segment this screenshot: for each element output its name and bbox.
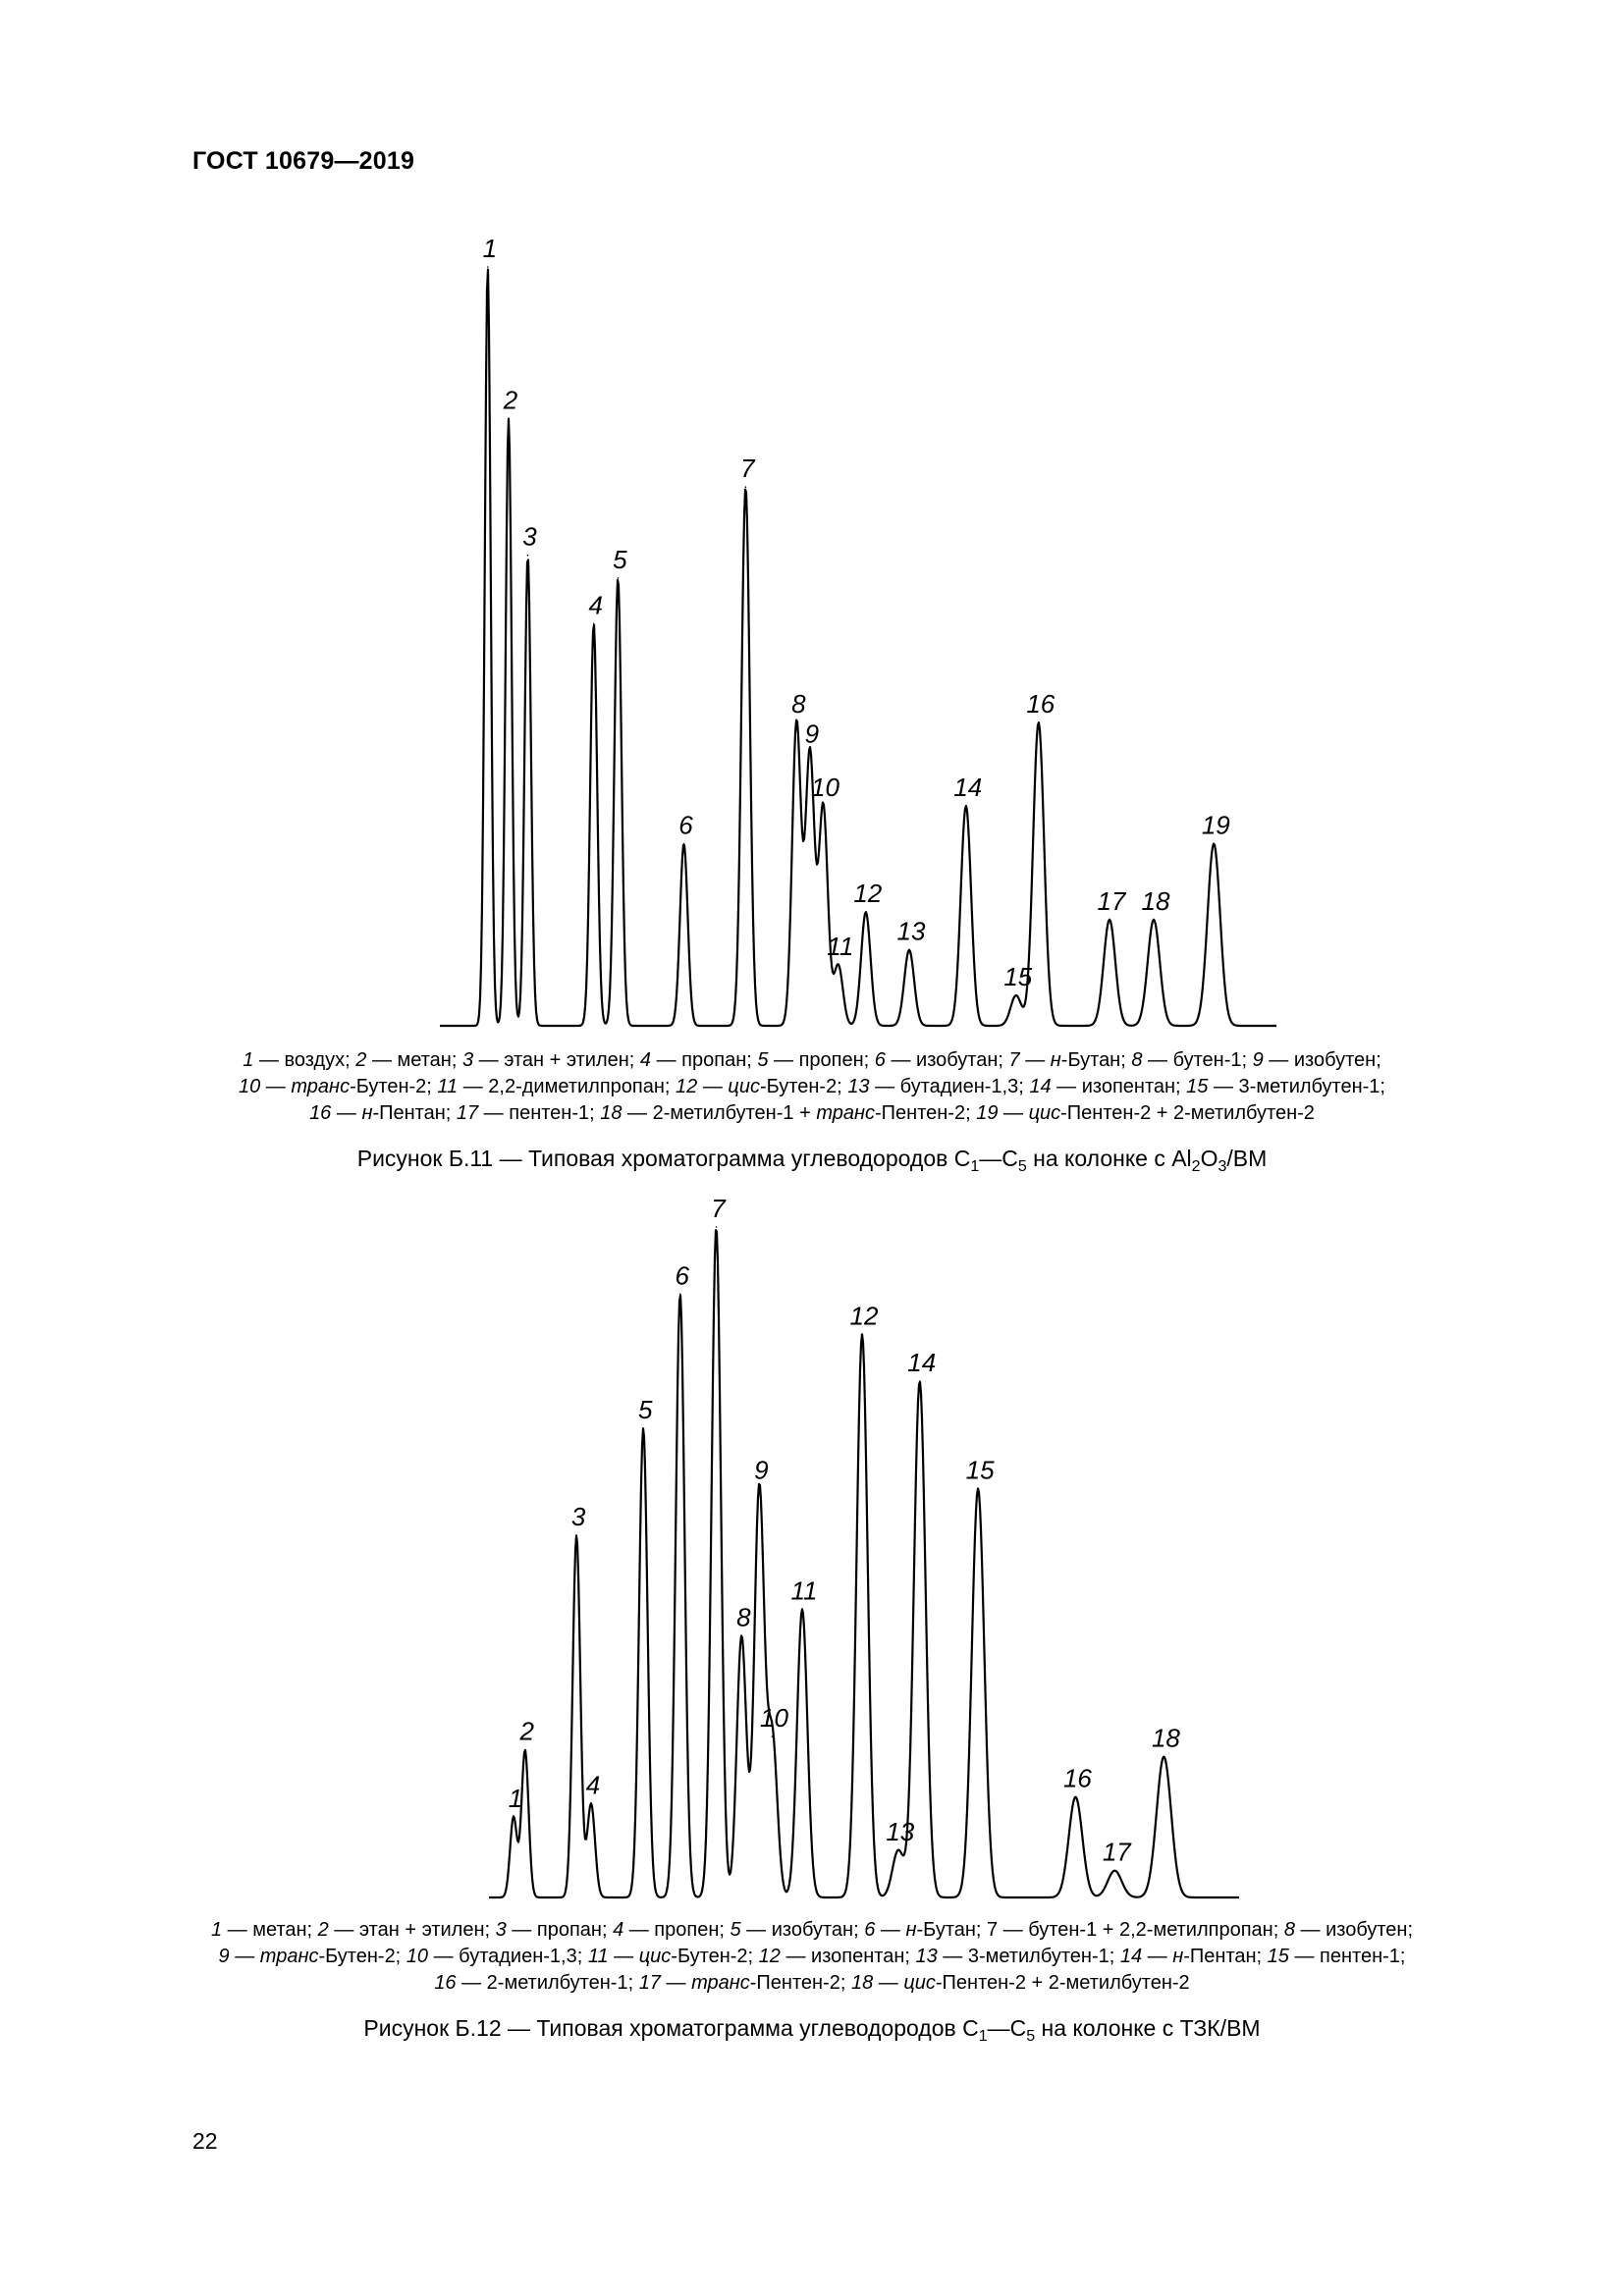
peak-label-16: 16 (1062, 1763, 1092, 1793)
text-run: н (1172, 1946, 1184, 1967)
peak-apex-5 (618, 577, 620, 579)
text-run: — (229, 1946, 260, 1967)
text-run: — изобутан; (885, 1049, 1009, 1071)
text-run: 11 (587, 1946, 609, 1967)
text-run: —С (979, 1146, 1018, 1171)
subscript: 3 (1218, 1158, 1227, 1175)
peak-label-5: 5 (613, 544, 627, 574)
text-run: 6 (874, 1049, 886, 1071)
text-run: — (875, 1919, 906, 1941)
peak-apex-12 (865, 911, 867, 913)
legend-line (147, 1047, 1477, 1074)
text-run: — (1142, 1946, 1173, 1967)
peak-label-15: 15 (1003, 962, 1033, 992)
peak-apex-7 (745, 486, 747, 488)
peak-label-9: 9 (754, 1455, 769, 1485)
peak-label-14: 14 (907, 1348, 937, 1378)
peak-apex-8 (796, 721, 798, 723)
peak-apex-18 (1153, 919, 1155, 921)
text-run: -Бутен-2; (759, 1076, 848, 1097)
peak-apex-9 (809, 752, 811, 754)
subscript: 1 (970, 1158, 980, 1175)
peak-label-3: 3 (522, 521, 537, 552)
text-run: 18 (850, 1972, 874, 1994)
peak-apex-19 (1214, 843, 1216, 845)
peak-label-4: 4 (588, 590, 603, 620)
text-run: — изопентан; (780, 1946, 916, 1967)
text-run: — пропен; (768, 1049, 875, 1071)
peak-label-3: 3 (570, 1502, 586, 1532)
peak-apex-2 (508, 418, 510, 420)
text-run: 17 (638, 1972, 661, 1994)
document-header: ГОСТ 10679—2019 (192, 147, 415, 175)
peak-label-10: 10 (811, 772, 839, 802)
peak-apex-18 (1164, 1756, 1165, 1758)
peak-label-17: 17 (1097, 885, 1126, 916)
text-run: 8 (1283, 1919, 1295, 1941)
text-run: 15 (1267, 1946, 1289, 1967)
subscript: 2 (1191, 1158, 1201, 1175)
text-run: — пропан; (651, 1049, 758, 1071)
text-run: 16 (434, 1972, 457, 1994)
peak-apex-3 (527, 555, 529, 557)
text-run: — (660, 1972, 692, 1994)
text-run: 3 (461, 1049, 474, 1071)
text-run: — (697, 1076, 729, 1097)
text-run: 1 (243, 1049, 254, 1071)
text-run: — изопентан; (1051, 1076, 1187, 1097)
text-run: 5 (730, 1919, 741, 1941)
text-run: -Бутан; (1060, 1049, 1132, 1071)
figure-legend-b12 (147, 1917, 1477, 1997)
text-run: 7 (1008, 1049, 1020, 1071)
text-run: — пентен-1; (478, 1102, 601, 1124)
text-run: цис (728, 1076, 760, 1097)
chromatogram-al2o3 (0, 216, 1624, 1041)
peak-label-13: 13 (896, 916, 926, 946)
peak-label-6: 6 (675, 1260, 689, 1291)
peak-apex-16 (1038, 721, 1040, 723)
text-run: 2 (317, 1919, 329, 1941)
peak-label-7: 7 (740, 454, 755, 484)
peak-apex-4 (593, 623, 595, 625)
text-run: -Бутен-2; (350, 1076, 438, 1097)
peak-apex-5 (642, 1427, 644, 1429)
text-run: 19 (976, 1102, 999, 1124)
legend-line (147, 1917, 1477, 1944)
text-run: — этан + этилен; (473, 1049, 640, 1071)
peak-label-5: 5 (637, 1394, 653, 1424)
text-run: 13 (847, 1076, 870, 1097)
peak-apex-17 (1109, 919, 1110, 921)
text-run: — (260, 1076, 292, 1097)
peak-apex-15 (1015, 994, 1017, 996)
peak-label-11: 11 (827, 932, 854, 962)
text-run: 12 (758, 1946, 781, 1967)
peak-label-4: 4 (585, 1770, 601, 1800)
text-run: 3 (495, 1919, 507, 1941)
text-run: —С (987, 2015, 1027, 2041)
peak-label-18: 18 (1141, 885, 1170, 916)
peak-apex-16 (1075, 1796, 1077, 1798)
text-run: -Пентен-2; (749, 1972, 851, 1994)
peak-apex-14 (965, 805, 967, 807)
text-run: — бутадиен-1,3; (869, 1076, 1030, 1097)
peak-label-1: 1 (482, 234, 498, 263)
text-run: 4 (639, 1049, 652, 1071)
peak-apex-8 (741, 1635, 743, 1637)
peak-apex-4 (590, 1803, 592, 1805)
text-run: на колонке с Al (1026, 1146, 1192, 1171)
subscript: 1 (978, 2028, 988, 2045)
text-run: — (608, 1946, 639, 1967)
peak-label-2: 2 (503, 385, 518, 415)
chromatogram-tzk (0, 1188, 1624, 1914)
text-run: 2 (355, 1049, 367, 1071)
text-run: 13 (915, 1946, 938, 1967)
peak-apex-6 (679, 1294, 681, 1296)
peak-label-11: 11 (790, 1575, 818, 1606)
peak-apex-15 (977, 1488, 979, 1490)
text-run: — 3-метилбутен-1; (937, 1946, 1120, 1967)
text-run: 14 (1029, 1076, 1052, 1097)
figure-caption-b11 (147, 1144, 1477, 1173)
text-run: 11 (437, 1076, 459, 1097)
peak-apex-13 (908, 949, 910, 951)
peak-label-19: 19 (1201, 810, 1230, 840)
text-run: — изобутен; (1263, 1049, 1381, 1071)
peak-label-6: 6 (678, 810, 693, 840)
peak-label-12: 12 (849, 1301, 879, 1331)
text-run: — воздух; (253, 1049, 356, 1071)
text-run: транс (259, 1946, 319, 1967)
peak-apex-2 (524, 1749, 526, 1751)
peak-apex-14 (919, 1380, 921, 1382)
peak-apex-10 (823, 805, 825, 807)
peak-label-14: 14 (953, 772, 983, 802)
text-run: цис (903, 1972, 936, 1994)
text-run: Рисунок Б.12 — Типовая хроматограмма углеводородов С (363, 2015, 979, 2041)
text-run: -Бутен-2; (671, 1946, 759, 1967)
peak-label-1: 1 (508, 1784, 523, 1813)
text-run: — 2-метилбутен-1 + (622, 1102, 817, 1124)
text-run: н (905, 1919, 917, 1941)
peak-apex-1 (487, 266, 489, 268)
text-run: — бутадиен-1,3; (428, 1946, 588, 1967)
peak-label-16: 16 (1026, 688, 1056, 719)
text-run: 6 (864, 1919, 876, 1941)
peak-apex-10 (772, 1735, 774, 1737)
text-run: 14 (1119, 1946, 1143, 1967)
text-run: — (873, 1972, 904, 1994)
text-run: цис (1028, 1102, 1061, 1124)
peak-label-17: 17 (1102, 1837, 1131, 1867)
text-run: 4 (613, 1919, 624, 1941)
peak-label-12: 12 (853, 879, 883, 908)
peak-apex-13 (897, 1849, 899, 1851)
text-run: /ВМ (1226, 1146, 1268, 1171)
page-number: 22 (192, 2128, 218, 2154)
peak-label-9: 9 (804, 719, 820, 749)
text-run: 10 (406, 1946, 429, 1967)
text-run: — 2-метилбутен-1; (456, 1972, 639, 1994)
text-run: транс (691, 1972, 750, 1994)
text-run: O (1200, 1146, 1218, 1171)
text-run: — (998, 1102, 1029, 1124)
text-run: 9 (218, 1946, 230, 1967)
peak-label-2: 2 (519, 1716, 534, 1746)
peak-label-18: 18 (1151, 1723, 1180, 1753)
peak-apex-17 (1114, 1870, 1116, 1872)
peak-label-8: 8 (736, 1602, 751, 1632)
text-run: — 3-метилбутен-1; (1208, 1076, 1385, 1097)
text-run: -Пентен-2 + 2-метилбутен-2 (1060, 1102, 1315, 1124)
peak-apex-1 (513, 1816, 514, 1818)
text-run: — этан + этилен; (328, 1919, 496, 1941)
text-run: -Бутан; 7 — бутен-1 + 2,2-метилпропан; (916, 1919, 1284, 1941)
legend-line (147, 1970, 1477, 1997)
subscript: 5 (1017, 1158, 1027, 1175)
peak-label-7: 7 (711, 1194, 726, 1223)
figure-legend-b11 (147, 1047, 1477, 1127)
text-run: -Бутен-2; (318, 1946, 406, 1967)
text-run: 10 (239, 1076, 261, 1097)
text-run: — пропен; (623, 1919, 731, 1941)
text-run: транс (816, 1102, 875, 1124)
text-run: 15 (1186, 1076, 1209, 1097)
text-run: 9 (1252, 1049, 1264, 1071)
text-run: — метан; (222, 1919, 318, 1941)
peak-label-8: 8 (791, 688, 806, 719)
text-run: — изобутен; (1294, 1919, 1413, 1941)
text-run: -Пентан; (1183, 1946, 1268, 1967)
text-run: — метан; (366, 1049, 462, 1071)
peak-apex-6 (683, 843, 685, 845)
peak-apex-3 (575, 1534, 577, 1536)
peak-apex-7 (716, 1226, 718, 1228)
text-run: 18 (600, 1102, 623, 1124)
text-run: Рисунок Б.11 — Типовая хроматограмма углеводородов С (356, 1146, 971, 1171)
text-run: — 2,2-диметилпропан; (458, 1076, 677, 1097)
text-run: — (1019, 1049, 1051, 1071)
text-run: -Пентен-2; (875, 1102, 977, 1124)
peak-apex-12 (861, 1334, 863, 1336)
legend-line (147, 1100, 1477, 1127)
text-run: — (331, 1102, 362, 1124)
legend-line (147, 1074, 1477, 1100)
text-run: н (1050, 1049, 1061, 1071)
text-run: — бутен-1; (1142, 1049, 1253, 1071)
text-run: — изобутан; (740, 1919, 865, 1941)
text-run: 17 (456, 1102, 479, 1124)
peak-apex-11 (801, 1609, 803, 1611)
text-run: цис (638, 1946, 672, 1967)
peak-apex-11 (838, 964, 839, 966)
peak-apex-9 (759, 1488, 761, 1490)
text-run: на колонке с ТЗК/ВМ (1035, 2015, 1261, 2041)
text-run: н (361, 1102, 373, 1124)
text-run: — пропан; (506, 1919, 614, 1941)
text-run: 8 (1131, 1049, 1143, 1071)
text-run: транс (291, 1076, 351, 1097)
text-run: 16 (309, 1102, 332, 1124)
peak-label-13: 13 (886, 1817, 915, 1847)
text-run: 1 (211, 1919, 223, 1941)
peak-label-10: 10 (760, 1703, 788, 1734)
text-run: -Пентан; (372, 1102, 457, 1124)
text-run: — пентен-1; (1288, 1946, 1406, 1967)
legend-line (147, 1944, 1477, 1970)
text-run: -Пентен-2 + 2-метилбутен-2 (935, 1972, 1190, 1994)
peak-label-15: 15 (965, 1455, 995, 1485)
text-run: 5 (757, 1049, 769, 1071)
figure-caption-b12 (147, 2013, 1477, 2043)
text-run: 12 (676, 1076, 698, 1097)
subscript: 5 (1026, 2028, 1036, 2045)
